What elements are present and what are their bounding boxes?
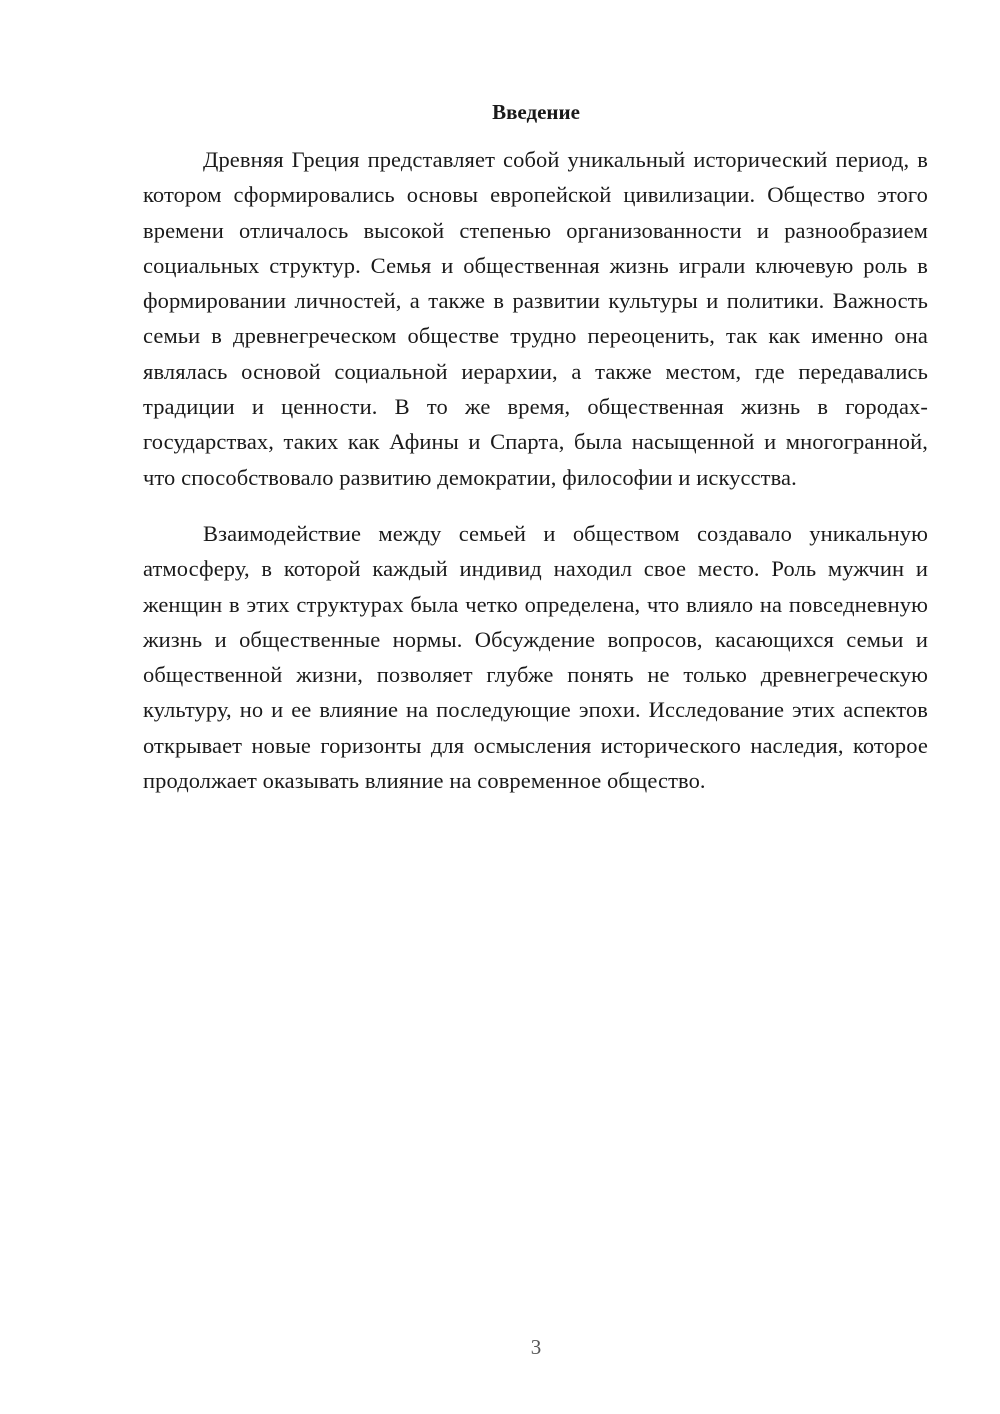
body-text [143, 142, 928, 798]
paragraph-intro: Древняя Греция представляет собой уникальный исторический период, в котором сформировались основы европейской цивилизации. Общество этого времени отличалось высокой степенью организованности и разнообразием социальных структур. Семья и общественная жизнь играли ключевую роль в формировании личностей, а также в развитии культуры и политики. Важность семьи в древнегреческом обществе трудно переоценить, так как именно она являлась основой социальной иерархии, а также местом, где передавались традиции и ценности. В то же время, общественная жизнь в городах-государствах, таких как Афины и Спарта, была насыщенной и многогранной, что способствовало развитию демократии, философии и искусства. [143, 147, 928, 490]
paragraph-interaction: Взаимодействие между семьей и обществом создавало уникальную атмосферу, в которой каждый индивид находил свое место. Роль мужчин и женщин в этих структурах была четко определена, что влияло на повседневную жизнь и общественные нормы. Обсуждение вопросов, касающихся семьи и общественной жизни, позволяет глубже понять не только древнегреческую культуру, но и ее влияние на последующие эпохи. Исследование этих аспектов открывает новые горизонты для осмысления исторического наследия, которое продолжает оказывать влияние на современное общество. [143, 520, 928, 794]
section-heading: Введение [492, 100, 580, 124]
page-number: 3 [530, 1335, 542, 1359]
